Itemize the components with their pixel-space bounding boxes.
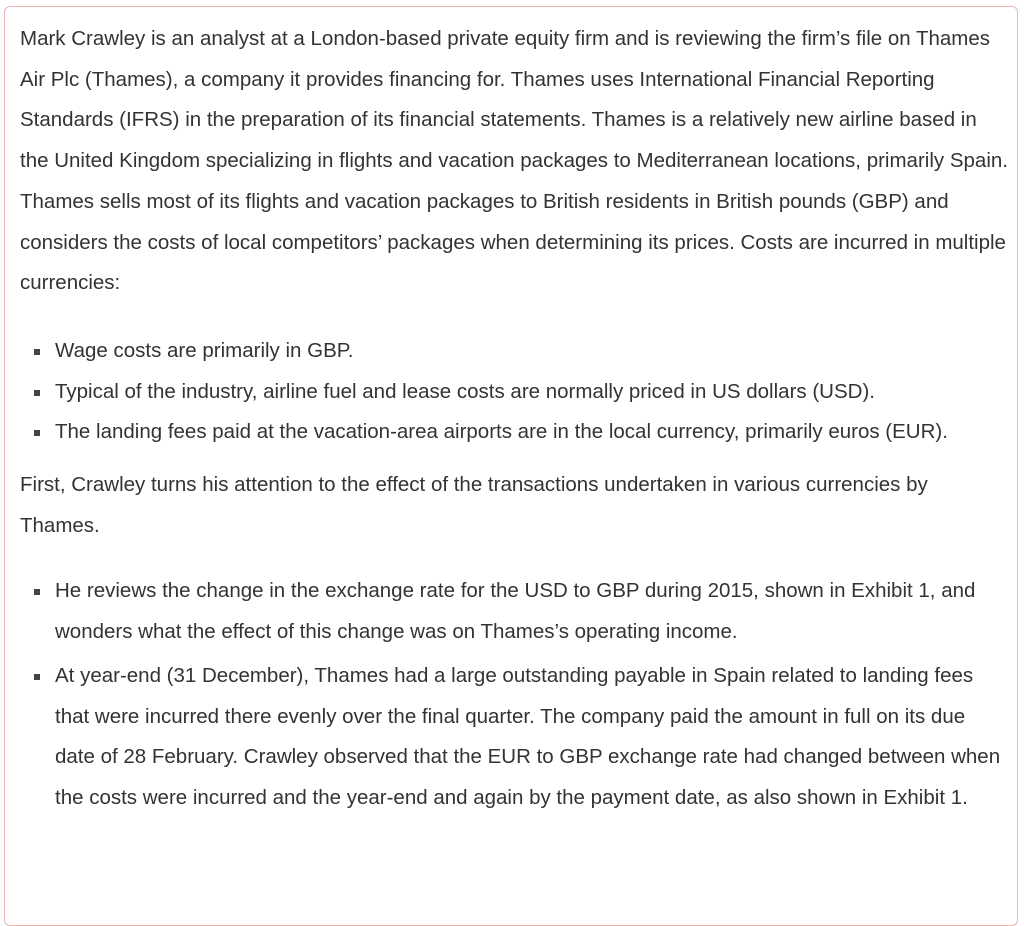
list-item	[20, 331, 1010, 372]
square-bullet-icon	[34, 349, 40, 355]
review-list	[20, 571, 1017, 818]
list-item-text: Wage costs are primarily in GBP.	[55, 338, 354, 362]
square-bullet-icon	[34, 430, 40, 436]
list-item	[20, 372, 1010, 413]
list-item	[20, 656, 1010, 819]
list-item	[20, 412, 1010, 453]
list-item-text: He reviews the change in the exchange rate for the USD to GBP during 2015, shown in Exhibit 1, and wonders what the effect of this change was on Thames’s operating income.	[55, 579, 976, 644]
list-item-text: At year-end (31 December), Thames had a large outstanding payable in Spain related to landing fees that were incurred there evenly over the final quarter. The company paid the amount in full on its due date of 28 February. Crawley observed that the EUR to GBP exchange rate had changed between when the costs were incurred and the year-end and again by the payment date, as also shown in Exhibit 1.	[55, 663, 1001, 809]
list-item-text: The landing fees paid at the vacation-area airports are in the local currency, primarily euros (EUR).	[55, 420, 948, 444]
case-text-panel	[4, 6, 1018, 926]
intro-paragraph: Mark Crawley is an analyst at a London-based private equity firm and is reviewing the firm’s file on Thames Air Plc (Thames), a company it provides financing for. Thames uses International Financial Reporting Standards (IFRS) in the preparation of its financial statements. Thames is a relatively new airline based in the United Kingdom specializing in flights and vacation packages to Mediterranean locations, primarily Spain. Thames sells most of its flights and vacation packages to British residents in British pounds (GBP) and considers the costs of local competitors’ packages when determining its prices. Costs are incurred in multiple currencies:	[20, 27, 1008, 295]
transition-paragraph: First, Crawley turns his attention to the effect of the transactions undertaken in various currencies by Thames.	[20, 473, 928, 537]
square-bullet-icon	[34, 589, 40, 595]
cost-currency-list	[20, 331, 1017, 453]
list-item-text: Typical of the industry, airline fuel and lease costs are normally priced in US dollars (USD).	[55, 379, 875, 403]
list-item	[20, 571, 1010, 652]
square-bullet-icon	[34, 674, 40, 680]
square-bullet-icon	[34, 390, 40, 396]
